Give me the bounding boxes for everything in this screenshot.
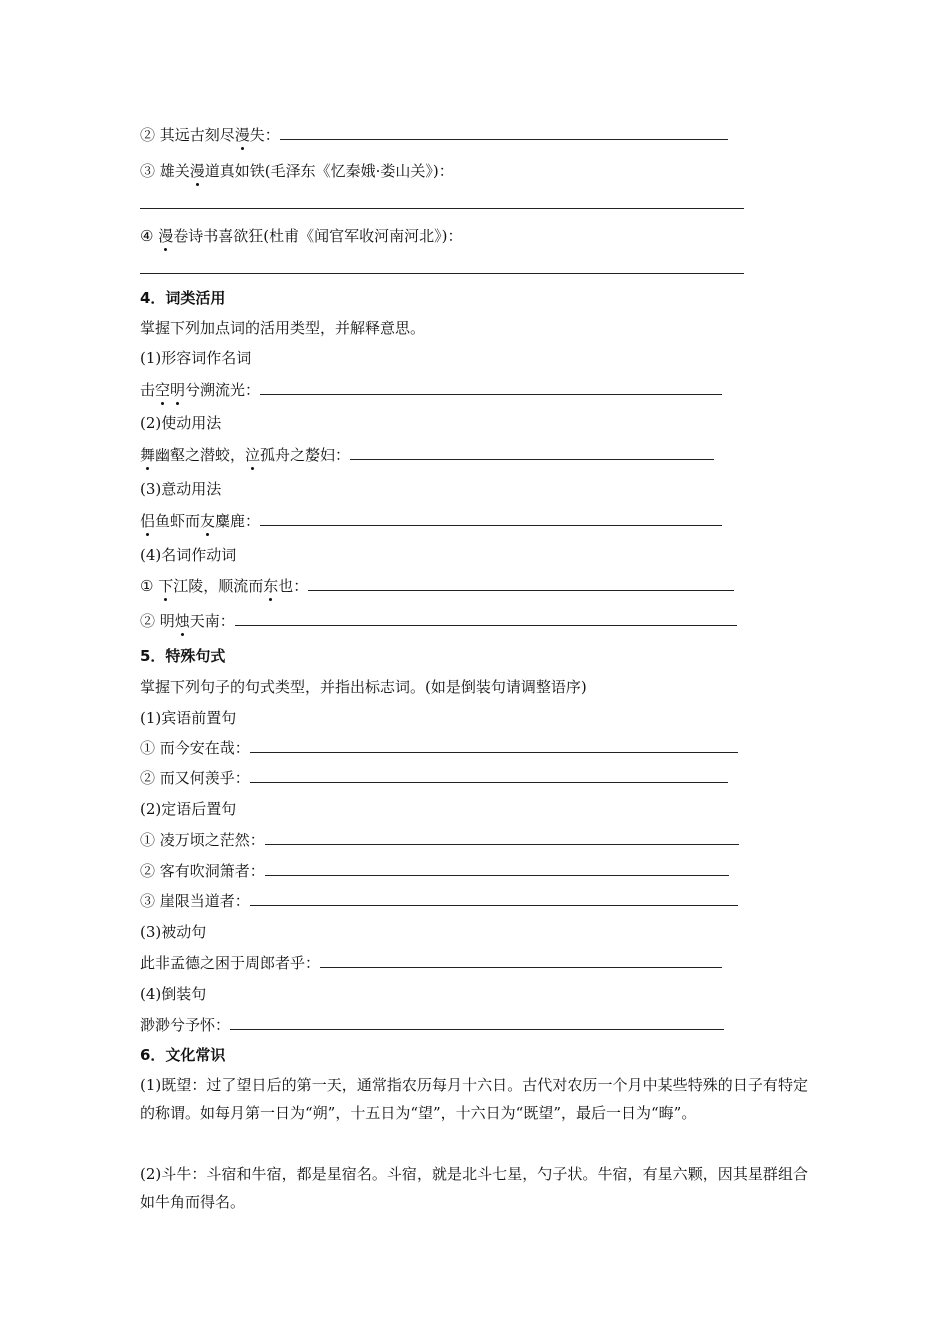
culture-note-1: (1)既望：过了望日后的第一天，通常指农历每月十六日。古代对农历一个月中某些特殊的日子有特定的称谓。如每月第一日为“朔”，十五日为“望”，十六日为“既望”，最后一日为“晦”。 [140, 1076, 808, 1122]
dotted-char: 明 [170, 381, 186, 399]
section-heading: 4．词类活用 [140, 289, 226, 307]
item-text: ② 而又何羡乎： [140, 769, 250, 787]
answer-blank[interactable] [265, 830, 739, 845]
answer-blank[interactable] [250, 738, 738, 753]
group-label: (1)宾语前置句 [140, 709, 237, 727]
dotted-char: 空 [155, 381, 171, 399]
item-text: ④ [140, 227, 159, 245]
item-3-2 [140, 125, 728, 145]
answer-blank[interactable] [308, 576, 734, 591]
answer-blank[interactable] [260, 380, 722, 395]
dotted-char: 烛 [174, 612, 190, 630]
answer-blank[interactable] [350, 445, 714, 460]
item-3-4 [140, 226, 462, 246]
item-text: 击 [140, 381, 156, 399]
answer-blank[interactable] [250, 891, 738, 906]
group-label: (1)形容词作名词 [140, 349, 252, 367]
section-intro: 掌握下列句子的句式类型，并指出标志词。(如是倒装句请调整语序) [140, 678, 587, 696]
item-3-3 [140, 161, 454, 181]
answer-line[interactable] [140, 273, 744, 274]
answer-blank[interactable] [230, 1015, 724, 1030]
answer-blank[interactable] [260, 511, 722, 526]
answer-blank[interactable] [265, 861, 729, 876]
item-4-4-2 [140, 611, 737, 631]
item-text: 江陵，顺流而 [173, 577, 264, 595]
item-text: 道真如铁(毛泽东《忆秦娥·娄山关》)： [204, 162, 454, 180]
group-label: (4)倒装句 [140, 985, 207, 1003]
item-text: ③ 崖限当道者： [140, 892, 250, 910]
item-text: 天南： [189, 612, 235, 630]
section-heading: 5．特殊句式 [140, 647, 226, 665]
answer-blank[interactable] [235, 611, 737, 626]
answer-blank[interactable] [250, 768, 728, 783]
item-5-1-1 [140, 738, 738, 758]
item-5-2-2 [140, 861, 729, 881]
dotted-char: 下 [158, 577, 174, 595]
item-text: 此非孟德之困于周郎者乎： [140, 954, 321, 972]
item-text: 孤舟之嫠妇： [260, 446, 351, 464]
item-text: ② 客有吹洞箫者： [140, 862, 265, 880]
group-label: (3)意动用法 [140, 480, 222, 498]
answer-blank[interactable] [320, 953, 722, 968]
item-text: 卷诗书喜欲狂(杜甫《闻官军收河南河北》)： [173, 227, 463, 245]
item-5-1-2 [140, 768, 728, 788]
item-5-4-1 [140, 1015, 724, 1035]
item-4-4-1 [140, 576, 734, 596]
group-label: (2)使动用法 [140, 414, 222, 432]
item-text: ① [140, 577, 159, 595]
dotted-char: 泣 [245, 446, 261, 464]
item-5-2-1 [140, 830, 739, 850]
item-4-2 [140, 445, 714, 465]
item-text: ① 而今安在哉： [140, 739, 250, 757]
item-text: 幽壑之潜蛟， [155, 446, 246, 464]
item-text: 渺渺兮予怀： [140, 1016, 231, 1034]
dotted-char: 漫 [158, 227, 174, 245]
item-text: ② 明 [140, 612, 175, 630]
group-label: (3)被动句 [140, 923, 207, 941]
dotted-char: 舞 [140, 446, 156, 464]
item-text: 也： [278, 577, 309, 595]
item-text: ① 凌万顷之茫然： [140, 831, 265, 849]
dotted-char: 友 [200, 512, 216, 530]
item-text: ② 其远古刻尽 [140, 126, 235, 144]
answer-line[interactable] [140, 208, 744, 209]
dotted-char: 东 [263, 577, 279, 595]
culture-note-2: (2)斗牛：斗宿和牛宿，都是星宿名。斗宿，就是北斗七星，勺子状。牛宿，有星六颗，因其星群组合如牛角而得名。 [140, 1165, 808, 1211]
dotted-char: 侣 [140, 512, 156, 530]
item-text: 兮溯流光： [185, 381, 261, 399]
item-text: ③ 雄关 [140, 162, 190, 180]
item-text: 麋鹿： [215, 512, 261, 530]
answer-blank[interactable] [280, 125, 728, 140]
dotted-char: 漫 [189, 162, 205, 180]
item-5-3-1 [140, 953, 722, 973]
item-text: 鱼虾而 [155, 512, 201, 530]
section-intro: 掌握下列加点词的活用类型，并解释意思。 [140, 319, 426, 337]
item-5-2-3 [140, 891, 738, 911]
group-label: (2)定语后置句 [140, 800, 237, 818]
dotted-char: 漫 [234, 126, 250, 144]
item-4-3 [140, 511, 722, 531]
item-4-1 [140, 380, 722, 400]
section-heading: 6．文化常识 [140, 1046, 226, 1064]
group-label: (4)名词作动词 [140, 546, 237, 564]
item-text: 失： [249, 126, 280, 144]
